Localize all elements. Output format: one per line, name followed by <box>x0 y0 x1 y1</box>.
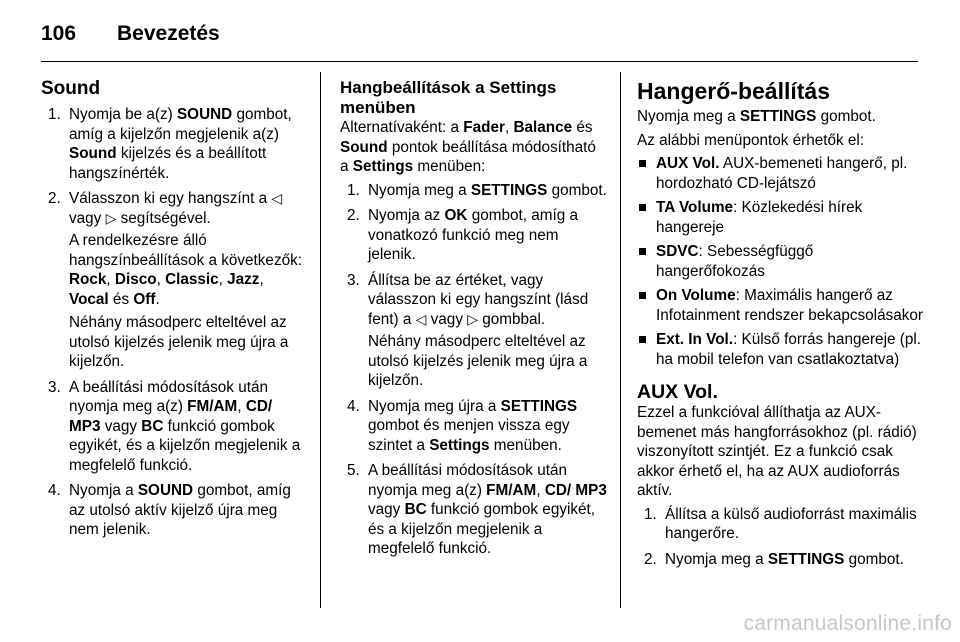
sound-steps <box>48 105 307 540</box>
bullet-icon <box>639 204 646 211</box>
section-heading-sound: Sound <box>41 78 101 99</box>
watermark: carmanualsonline.info <box>743 612 952 635</box>
section-heading-aux: AUX Vol. <box>637 381 718 403</box>
list-item: 4. Nyomja meg újra a SETTINGS gombot és menjen vissza egy szintet a Settings menüben. <box>347 397 578 454</box>
list-item: 3. Állítsa be az értéket, vagy válasszon ki egy hangszínt (lásd fent) a ◁ vagy ▷ gombbal. Néhány másodperc elteltével az utolsó kijelzés jelenik meg újra a kijelzőn. <box>347 271 608 391</box>
paragraph: Ezzel a funkcióval állíthatja az AUX-bemenet más hangforrásokhoz (pl. rádió) viszonyított szintjét. Ez a funkció csak akkor érhető el, ha az AUX audioforrás aktív. <box>637 404 917 499</box>
column-settings-sound <box>340 70 608 565</box>
column-volume <box>637 70 925 575</box>
bullet-icon <box>639 292 646 299</box>
bullet-item: On Volume: Maximális hangerő az Infotainment rendszer bekapcsolásakor <box>637 286 925 325</box>
volume-menu-list <box>637 154 925 369</box>
paragraph: A rendelkezésre álló hangszínbeállítások a következők: Rock, Disco, Classic, Jazz, Vocal és Off. <box>69 232 302 308</box>
arrow-right-icon: ▷ <box>105 209 117 226</box>
aux-steps <box>644 505 925 570</box>
paragraph: Nyomja meg a SETTINGS gombot. <box>637 108 876 125</box>
column-sound <box>41 70 307 546</box>
header-rule <box>41 61 918 62</box>
arrow-left-icon: ◁ <box>271 190 283 206</box>
arrow-left-icon: ◁ <box>415 310 427 327</box>
list-item: 3. A beállítási módosítások után nyomja meg a(z) FM/AM, CD/ MP3 vagy BC funkció gombok egyikét, és a kijelzőn megjelenik a megfelelő funkció. <box>48 378 301 474</box>
bullet-icon <box>639 248 646 255</box>
list-item: 2. Válasszon ki egy hangszínt a ◁ vagy ▷ segítségével. A rendelkezésre álló hangszínbeállítások a következők: Rock, Disco, Classic, Jazz, Vocal és Off. Néhány másodperc elteltével az utolsó kijelzés jelenik meg újra a kijelzőn. <box>48 189 307 372</box>
bullet-item: AUX Vol. AUX-bemeneti hangerő, pl. hordozható CD-lejátszó <box>637 154 925 193</box>
page-title: Bevezetés <box>117 22 220 45</box>
page-number: 106 <box>41 22 77 45</box>
paragraph: Néhány másodperc elteltével az utolsó kijelzés jelenik meg újra a kijelzőn. <box>368 333 588 389</box>
list-item: 1. Nyomja be a(z) SOUND gombot, amíg a kijelzőn megjelenik a(z) Sound kijelzés és a beállított hangszínérték. <box>48 106 292 182</box>
section-heading-settings: Hangbeállítások a Settings menüben <box>340 78 557 117</box>
bullet-icon <box>639 336 646 343</box>
paragraph: Az alábbi menüpontok érhetők el: <box>637 131 865 149</box>
list-item: 2. Nyomja az OK gombot, amíg a vonatkozó funkció meg nem jelenik. <box>347 207 579 263</box>
list-item: 1. Nyomja meg a SETTINGS gombot. <box>347 181 607 199</box>
list-item: 4. Nyomja a SOUND gombot, amíg az utolsó aktív kijelző újra meg nem jelenik. <box>48 482 291 538</box>
page-header <box>41 20 220 48</box>
settings-steps <box>347 181 608 559</box>
section-heading-volume: Hangerő-beállítás <box>637 78 830 104</box>
bullet-item: Ext. In Vol.: Külső forrás hangereje (pl. ha mobil telefon van csatlakoztatva) <box>637 330 925 369</box>
column-divider-2 <box>620 72 621 608</box>
bullet-icon <box>639 160 646 167</box>
bullet-item: TA Volume: Közlekedési hírek hangereje <box>637 198 925 237</box>
arrow-right-icon: ▷ <box>467 310 478 327</box>
column-divider-1 <box>320 72 321 608</box>
list-item: 1. Állítsa a külső audioforrást maximális hangerőre. <box>644 505 917 542</box>
list-item: 5. A beállítási módosítások után nyomja meg a(z) FM/AM, CD/ MP3 vagy BC funkció gombok egyikét, és a kijelzőn megjelenik a megfelelő funkció. <box>347 462 607 557</box>
list-item: 2. Nyomja meg a SETTINGS gombot. <box>644 550 904 568</box>
paragraph: Alternatívaként: a Fader, Balance és Sound pontok beállítása módosítható a Settings menüben: <box>340 119 596 175</box>
paragraph: Néhány másodperc elteltével az utolsó kijelzés jelenik meg újra a kijelzőn. <box>69 314 289 370</box>
bullet-item: SDVC: Sebességfüggő hangerőfokozás <box>637 242 925 281</box>
